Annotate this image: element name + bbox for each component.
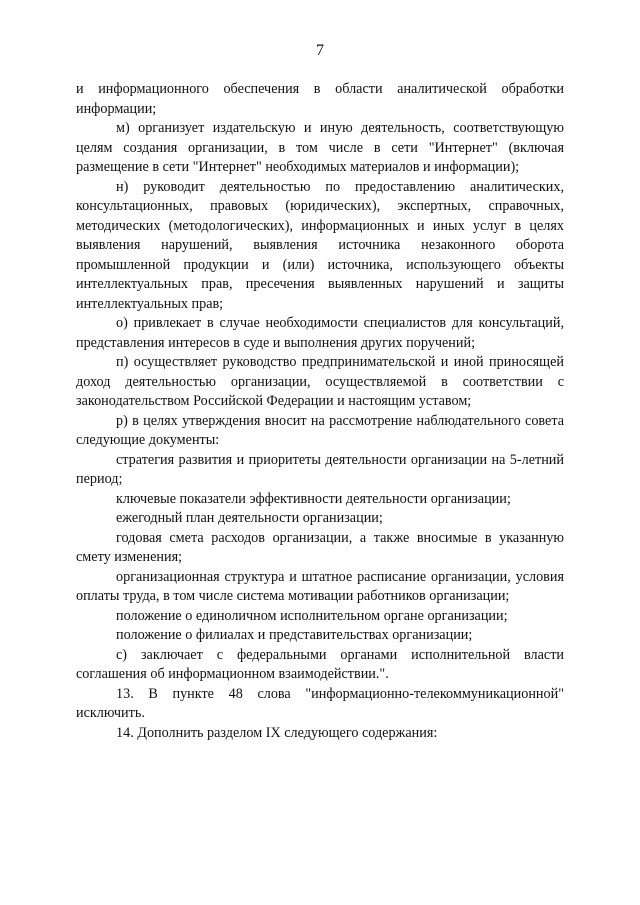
paragraph-amendment-14: 14. Дополнить разделом IX следующего содержания: <box>116 724 438 741</box>
paragraph-item-r: р) в целях утверждения вносит на рассмотрение наблюдательного совета следующие документы: <box>76 412 564 448</box>
paragraph-item-o: о) привлекает в случае необходимости специалистов для консультаций, представления интересов в суде и выполнения других поручений; <box>76 315 564 351</box>
document-list-item: положение о филиалах и представительствах организации; <box>116 627 473 643</box>
paragraph-continuation: и информационного обеспечения в области аналитической обработки информации; <box>76 81 564 117</box>
document-list-item: организационная структура и штатное расписание организации, условия оплаты труда, в том числе система мотивации работников организации; <box>76 568 564 604</box>
document-list-item: положение о единоличном исполнительном органе организации; <box>116 607 508 624</box>
body-text <box>76 80 564 743</box>
paragraph-item-p: п) осуществляет руководство предпринимательской и иной приносящей доход деятельностью организации, осуществляемой в соответствии с законодательством Российской Федерации и настоящим уставом; <box>76 354 564 409</box>
paragraph-item-m: м) организует издательскую и иную деятельность, соответствующую целям создания организации, в том числе в сети "Интернет" (включая размещение в сети "Интернет" необходимых материалов и информации); <box>76 120 564 175</box>
document-list-item: ключевые показатели эффективности деятельности организации; <box>116 490 511 507</box>
document-list-item: годовая смета расходов организации, а также вносимые в указанную смету изменения; <box>76 529 564 565</box>
document-list-item: стратегия развития и приоритеты деятельности организации на 5-летний период; <box>76 451 564 487</box>
paragraph-amendment-13: 13. В пункте 48 слова "информационно-телекоммуникационной" исключить. <box>76 685 564 721</box>
page-number: 7 <box>316 42 324 59</box>
paragraph-item-s: с) заключает с федеральными органами исполнительной власти соглашения об информационном взаимодействии.". <box>76 646 564 682</box>
paragraph-item-n: н) руководит деятельностью по предоставлению аналитических, консультационных, правовых (юридических), экспертных, справочных, методических (методологических), информационных и иных услуг в целях выявления нарушений, выявления источника незаконного оборота промышленной продукции и (или) источника, использующего объекты интеллектуальных прав, пресечения выявленных нарушений и защиты интеллектуальных прав; <box>76 178 564 312</box>
document-list-item: ежегодный план деятельности организации; <box>116 510 383 526</box>
